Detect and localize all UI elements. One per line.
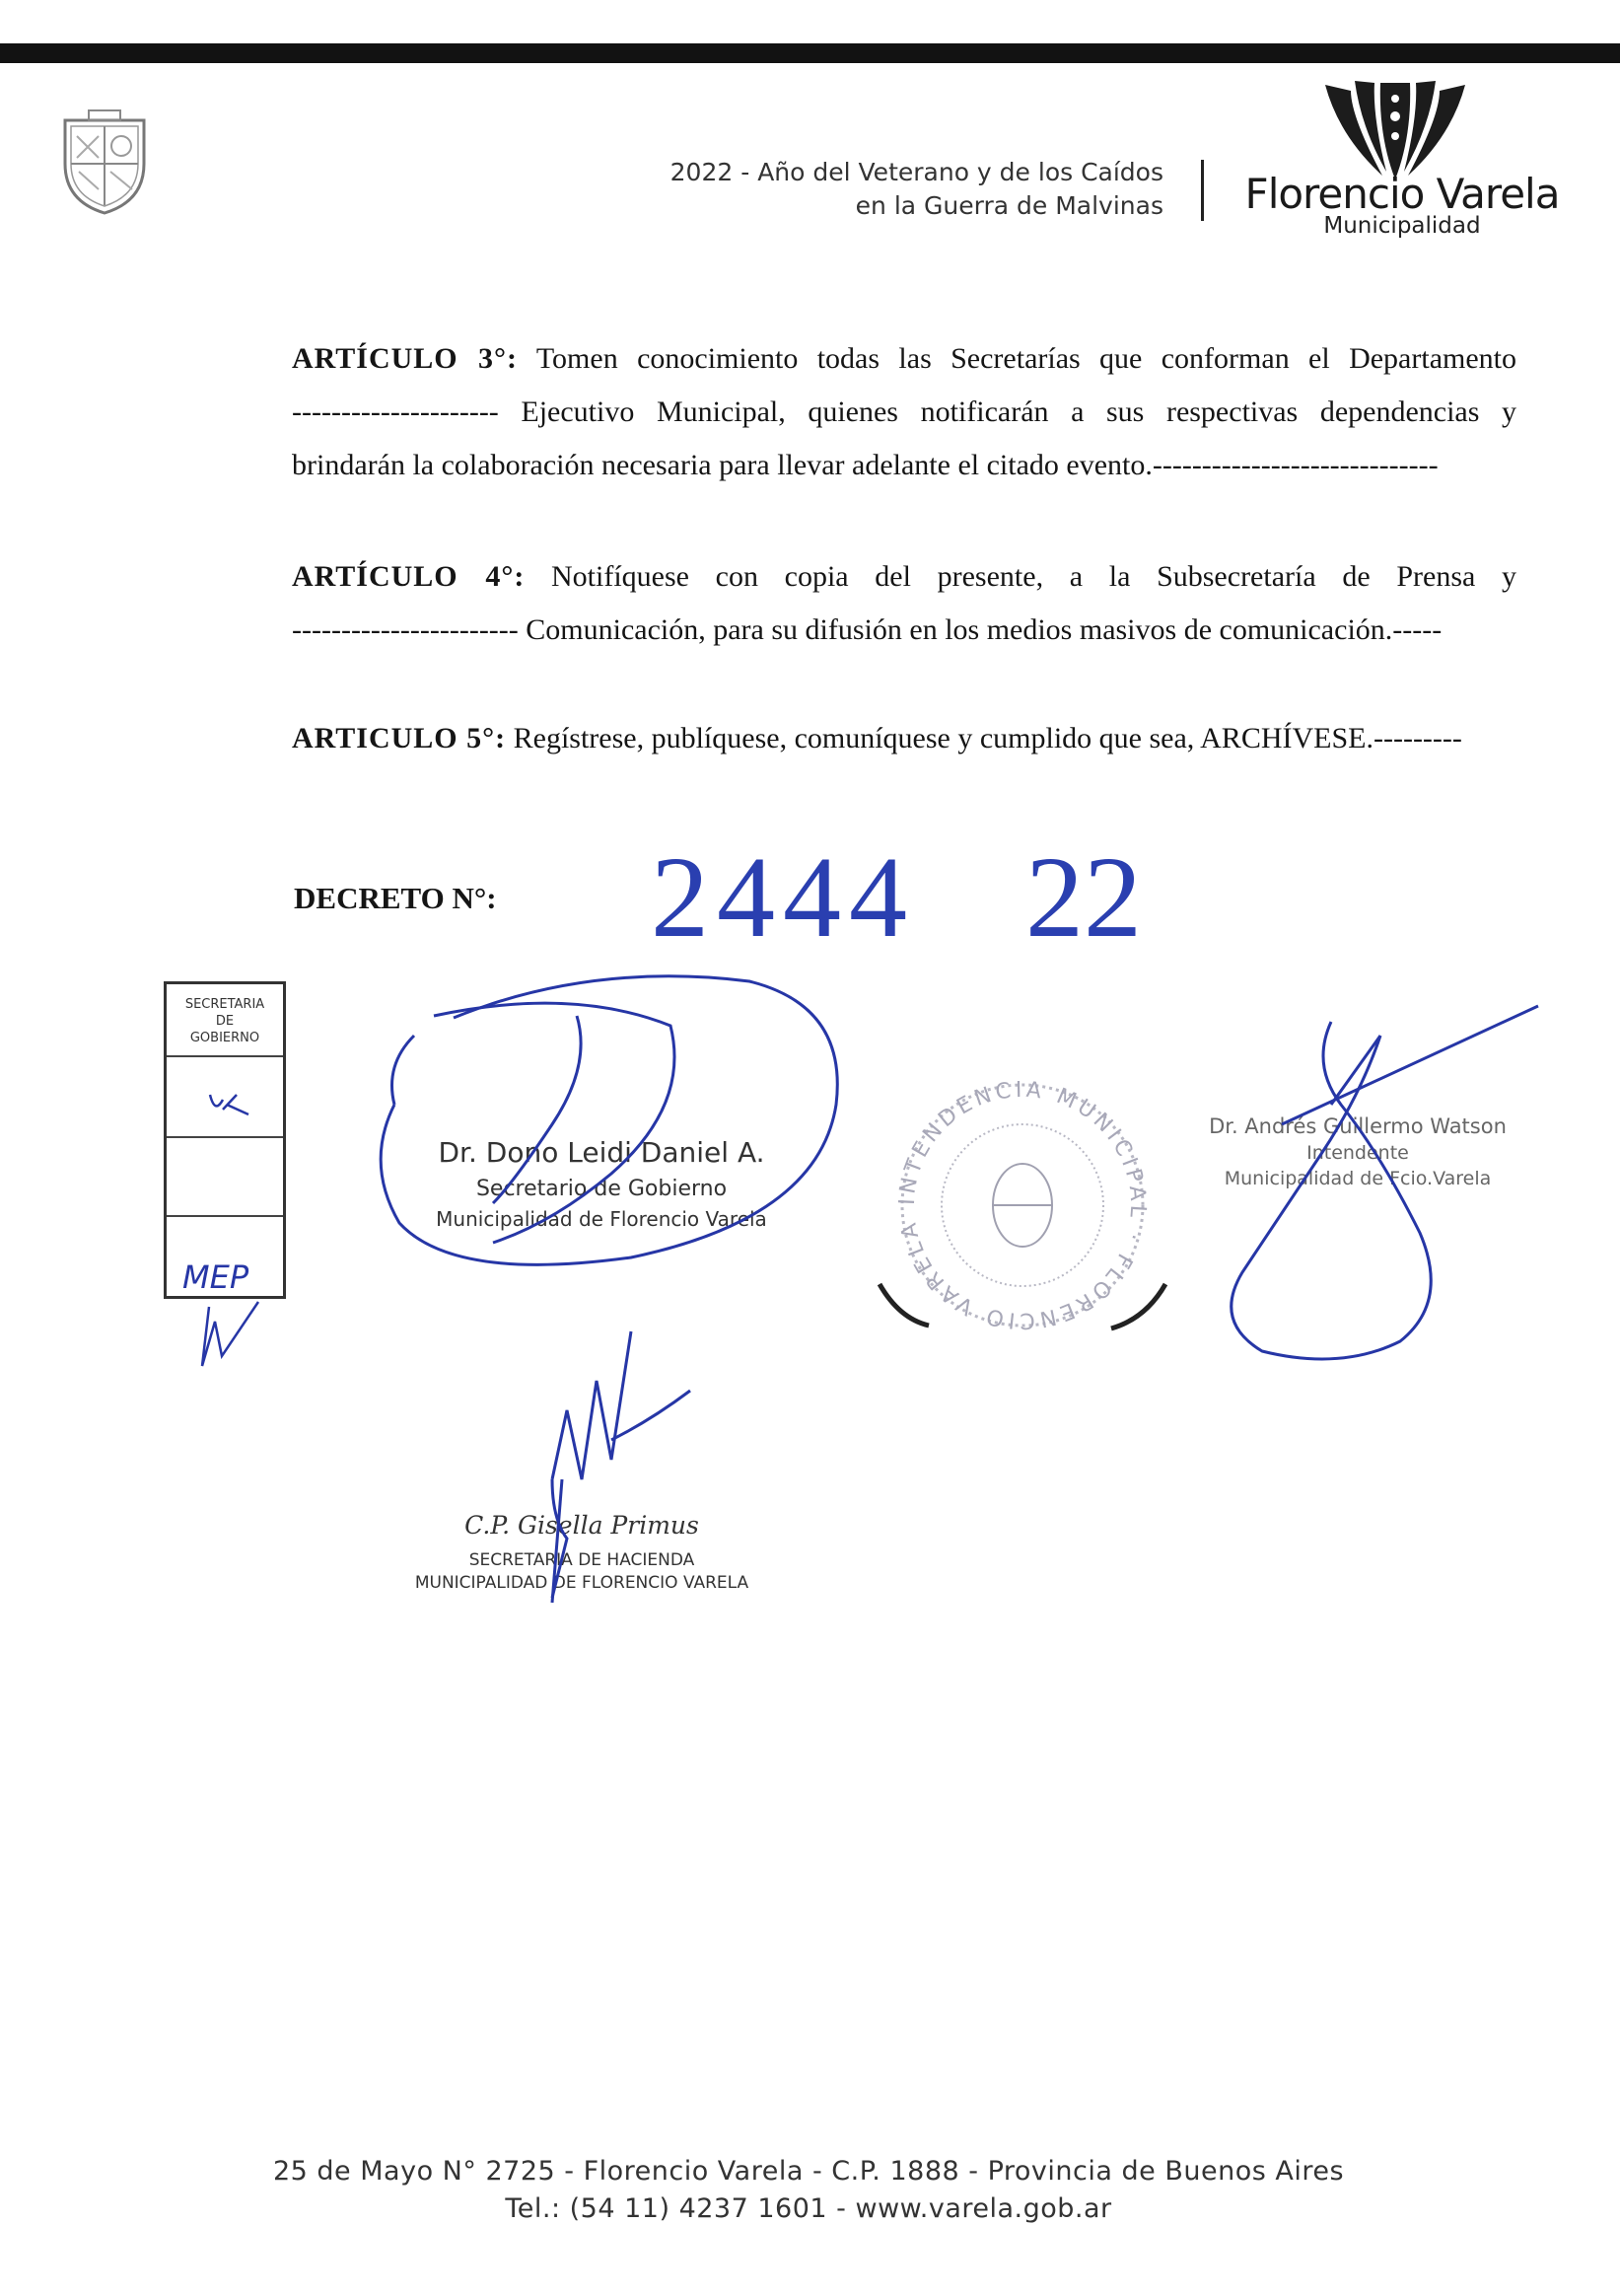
year-line-2: en la Guerra de Malvinas (855, 191, 1163, 220)
article-5-line-1: ARTICULO 5°: Regístrese, publíquese, comuníquese y cumplido que sea, ARCHÍVESE.--------- (292, 722, 1462, 754)
watson-name: Dr. Andrés Guillermo Watson (1209, 1114, 1507, 1138)
article-4-line-2: ----------------------- Comunicación, para su difusión en los medios masivos de comunicación.----- (292, 613, 1443, 646)
article-4-label: ARTÍCULO 4°: (292, 560, 526, 593)
footer-address: 25 de Mayo N° 2725 - Florencio Varela - C.P. 1888 - Provincia de Buenos Aires (272, 2156, 1345, 2187)
scan-top-bar (0, 43, 1620, 63)
article-3-line-3: brindarán la colaboración necesaria para llevar adelante el citado evento.----------------------------- (292, 449, 1439, 481)
header-divider (1201, 160, 1204, 221)
brand-subtitle: Municipalidad (1323, 213, 1481, 239)
decree-number-stamp: 2444 (651, 832, 915, 962)
watson-title: Intendente (1306, 1142, 1409, 1164)
municipal-shield-icon (59, 107, 150, 217)
article-5 (292, 712, 1516, 765)
article-4-line-1: ARTÍCULO 4°: Notifíquese con copia del presente, a la Subsecretaría de Prensa y (292, 560, 1517, 593)
municipal-seal-stamp (860, 1047, 1185, 1343)
secretaria-gobierno-stamp-box (164, 981, 286, 1299)
article-5-label: ARTICULO 5°: (292, 722, 507, 754)
leidi-org: Municipalidad de Florencio Varela (436, 1207, 767, 1231)
seal-text: INTENDENCIA MUNICIPAL · FLORENCIO VARELA (894, 1077, 1151, 1333)
watson-org: Municipalidad de Fcio.Varela (1224, 1168, 1492, 1189)
stamp-box-title: SECRETARIA DE GOBIERNO (167, 984, 283, 1057)
article-3-line-1: ARTÍCULO 3°: Tomen conocimiento todas las Secretarías que conforman el Departamento (292, 342, 1516, 375)
leidi-title: Secretario de Gobierno (475, 1177, 728, 1201)
year-line-1: 2022 - Año del Veterano y de los Caídos (669, 158, 1163, 186)
article-4 (292, 550, 1516, 657)
article-3-label: ARTÍCULO 3°: (292, 342, 518, 375)
stamp-box-cell-initials (167, 1215, 283, 1296)
decree-label: DECRETO N°: (294, 881, 497, 915)
brand-name: Florencio Varela (1244, 170, 1560, 218)
article-3-line-2: --------------------- Ejecutivo Municipal, quienes notificarán a sus respectivas dependencias y (292, 395, 1516, 428)
commemorative-year-text (552, 156, 1163, 223)
stamp-box-cell-empty (167, 1136, 283, 1217)
primus-name: C.P. Gisella Primus (464, 1511, 699, 1540)
decree-year-stamp: 22 (1025, 832, 1142, 962)
primus-org: MUNICIPALIDAD DE FLORENCIO VARELA (414, 1573, 749, 1593)
primus-title: SECRETARIA DE HACIENDA (468, 1550, 695, 1570)
leidi-name: Dr. Dono Leidi Daniel A. (438, 1136, 765, 1169)
stamp-box-cell-initial (167, 1057, 283, 1138)
stamp-box-initials: MEP (182, 1258, 249, 1296)
stamp-box-rubric (202, 1302, 258, 1366)
florencio-varela-logo-icon (1321, 77, 1469, 183)
article-3 (292, 332, 1516, 492)
footer-contact: Tel.: (54 11) 4237 1601 - www.varela.gob.ar (505, 2193, 1112, 2224)
